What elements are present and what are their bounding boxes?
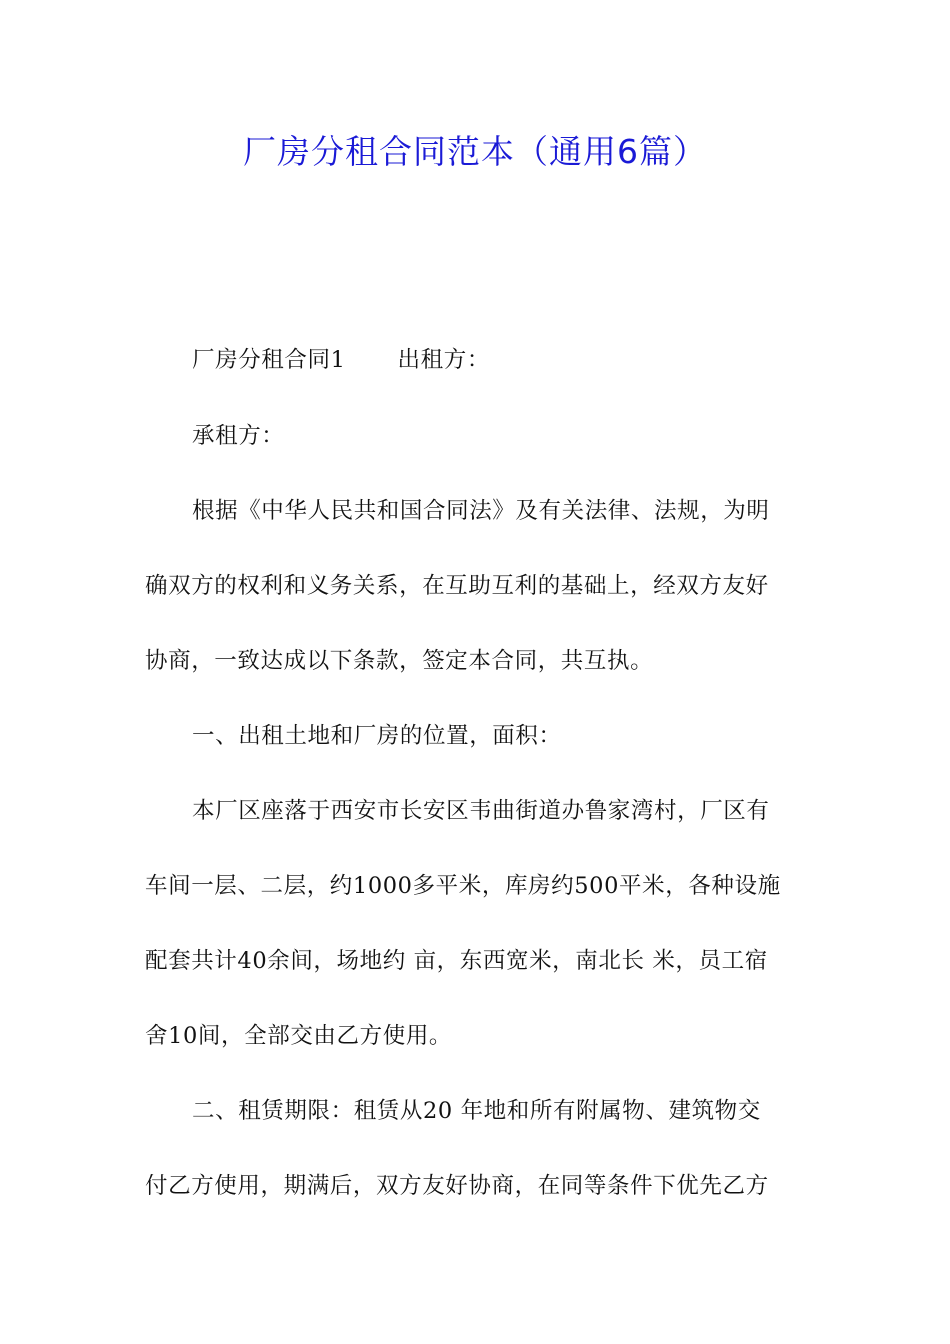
paragraph-line: 根据《中华人民共和国合同法》及有关法律、法规，为明 <box>192 498 770 524</box>
lessor-label: 出租方： <box>397 347 490 373</box>
paragraph-line: 确双方的权利和义务关系，在互助互利的基础上，经双方友好 <box>145 573 769 599</box>
contract-number-label: 厂房分租合同1 <box>192 347 346 373</box>
paragraph-line: 配套共计40余间，场地约 亩，东西宽米，南北长 米，员工宿 <box>145 948 768 974</box>
paragraph-line: 舍10间，全部交由乙方使用。 <box>145 1023 453 1049</box>
paragraph-line: 付乙方使用，期满后，双方友好协商，在同等条件下优先乙方 <box>145 1173 769 1199</box>
document-title: 厂房分租合同范本（通用6篇） <box>243 132 707 171</box>
paragraph-line: 本厂区座落于西安市长安区韦曲街道办鲁家湾村，厂区有 <box>192 798 770 824</box>
paragraph-line: 车间一层、二层，约1000多平米，库房约500平米，各种设施 <box>145 873 781 899</box>
section-heading: 一、出租土地和厂房的位置，面积： <box>192 723 562 749</box>
paragraph-line: 协商，一致达成以下条款，签定本合同，共互执。 <box>145 648 654 674</box>
lessee-label: 承租方： <box>192 423 285 449</box>
paragraph-line: 二、租赁期限：租赁从20 年地和所有附属物、建筑物交 <box>192 1098 761 1124</box>
contract-heading-line <box>192 343 862 377</box>
